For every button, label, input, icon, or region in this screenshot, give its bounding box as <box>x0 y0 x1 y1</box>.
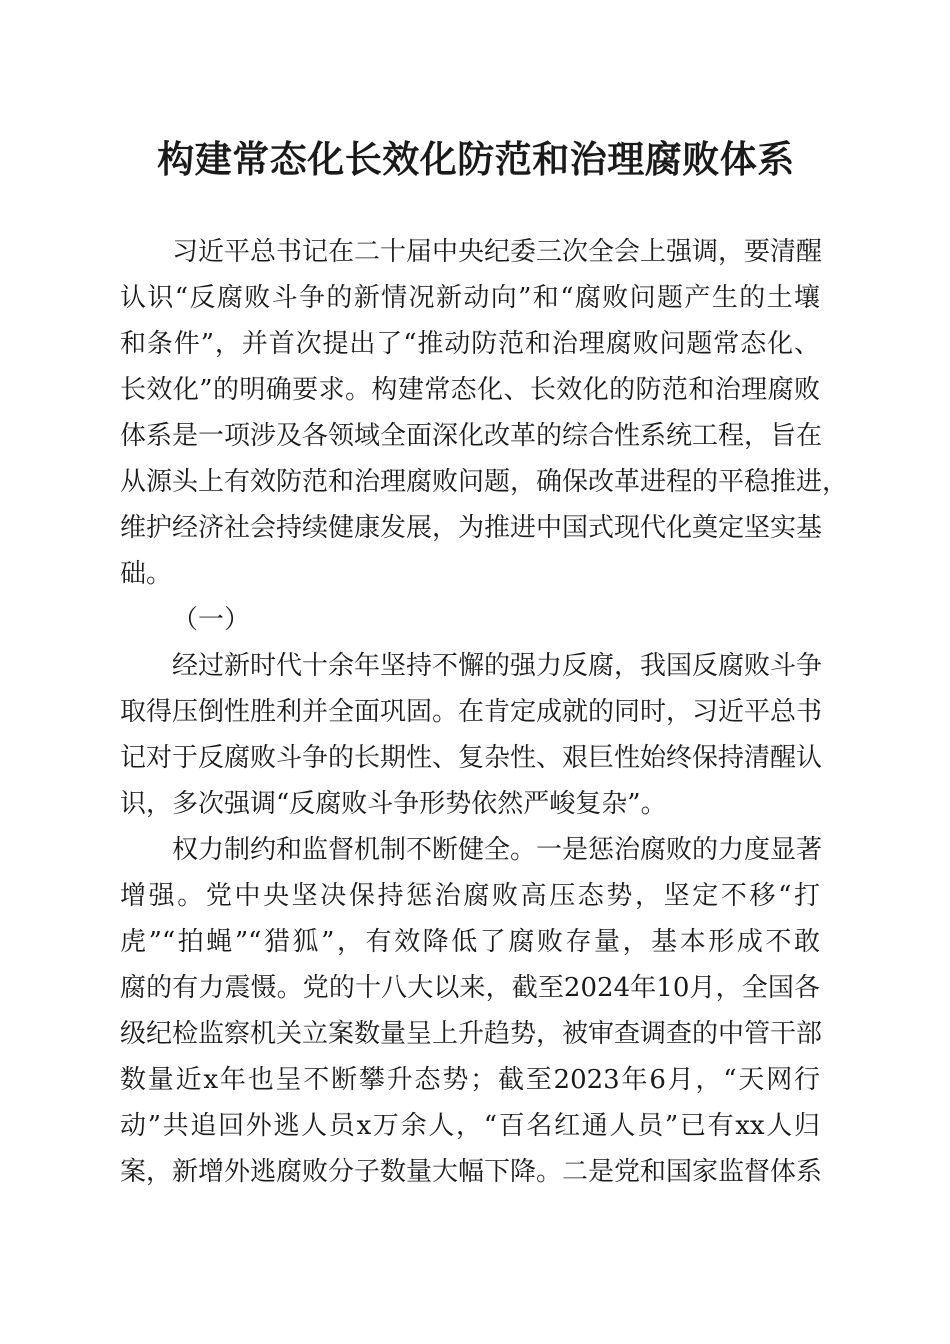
paragraph-1-line-7: 维护经济社会持续健康发展，为推进中国式现代化奠定坚实基 <box>120 513 823 543</box>
paragraph-2-line-2: 取得压倒性胜利并全面巩固。在肯定成就的同时，习近平总书 <box>120 697 823 727</box>
paragraph-1-line-1: 习近平总书记在二十届中央纪委三次全会上强调，要清醒 <box>172 237 823 267</box>
paragraph-1-line-3: 和条件”，并首次提出了“推动防范和治理腐败问题常态化、 <box>120 329 820 359</box>
paragraph-2-line-3: 记对于反腐败斗争的长期性、复杂性、艰巨性始终保持清醒认 <box>120 743 823 773</box>
paragraph-3-line-2: 增强。党中央坚决保持惩治腐败高压态势，坚定不移“打 <box>120 881 820 911</box>
paragraph-2-line-1: 经过新时代十余年坚持不懈的强力反腐，我国反腐败斗争 <box>172 651 823 681</box>
paragraph-1-line-4: 长效化”的明确要求。构建常态化、长效化的防范和治理腐败 <box>120 375 820 405</box>
paragraph-1-line-2: 认识“反腐败斗争的新情况新动向”和“腐败问题产生的土壤 <box>120 283 820 313</box>
paragraph-1-line-8: 础。 <box>120 559 173 589</box>
document-title: 构建常态化长效化防范和治理腐败体系 <box>157 137 795 181</box>
paragraph-1-line-5: 体系是一项涉及各领域全面深化改革的综合性系统工程，旨在 <box>120 421 823 451</box>
paragraph-1-line-6: 从源头上有效防范和治理腐败问题，确保改革进程的平稳推进， <box>120 467 849 497</box>
paragraph-3-line-6: 数量近x年也呈不断攀升态势；截至2023年6月，“天网行 <box>120 1065 820 1095</box>
paragraph-2-line-4: 识，多次强调“反腐败斗争形势依然严峻复杂”。 <box>120 789 667 819</box>
paragraph-3-line-4: 腐的有力震慑。党的十八大以来，截至2024年10月，全国各 <box>120 973 820 1003</box>
paragraph-3-line-7: 动”共追回外逃人员x万余人，“百名红通人员”已有xx人归 <box>120 1111 820 1141</box>
paragraph-3-line-8: 案，新增外逃腐败分子数量大幅下降。二是党和国家监督体系 <box>120 1157 823 1187</box>
paragraph-3-line-5: 级纪检监察机关立案数量呈上升趋势，被审查调查的中管干部 <box>120 1019 823 1049</box>
paragraph-3-line-3: 虎”“拍蝇”“猎狐”，有效降低了腐败存量，基本形成不敢 <box>120 927 820 957</box>
section-marker: （一） <box>172 605 251 635</box>
paragraph-3-line-1: 权力制约和监督机制不断健全。一是惩治腐败的力度显著 <box>172 835 823 865</box>
